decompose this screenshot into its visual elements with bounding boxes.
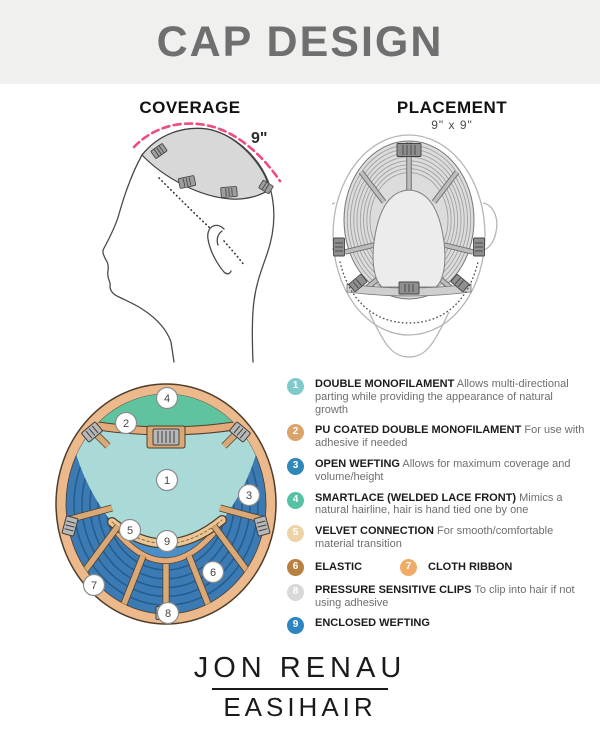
legend-badge-6: 6 <box>287 559 304 576</box>
svg-text:9: 9 <box>163 535 171 548</box>
legend-badge-5: 5 <box>287 525 304 542</box>
brand-line2: EASIHAIR <box>223 692 377 722</box>
legend-label-5: VELVET CONNECTION <box>315 525 434 538</box>
page-title: CAP DESIGN <box>156 17 444 66</box>
svg-text:3: 3 <box>245 489 253 502</box>
callout-5 <box>120 520 141 541</box>
placement-measurement: 9" x 9" <box>431 118 473 132</box>
legend-badge-8: 8 <box>287 584 304 601</box>
svg-text:5: 5 <box>126 524 134 537</box>
callout-3 <box>239 485 260 506</box>
callout-2 <box>116 413 137 434</box>
legend-label-6: ELASTIC <box>315 560 363 573</box>
legend-item-2 <box>287 424 589 450</box>
legend-badge-1: 1 <box>287 378 304 395</box>
legend-badge-4: 4 <box>287 492 304 509</box>
placement-figure <box>332 120 572 365</box>
callout-4 <box>157 388 178 409</box>
legend-item-9 <box>287 617 589 634</box>
callout-1 <box>157 470 178 491</box>
legend-desc-2: For use with adhesive if needed <box>315 424 585 450</box>
legend-label-8: PRESSURE SENSITIVE CLIPS <box>315 583 472 596</box>
brand-logo <box>0 652 600 723</box>
legend-badge-3: 3 <box>287 458 304 475</box>
brand-divider <box>212 688 388 690</box>
legend-item-1 <box>287 378 589 416</box>
svg-text:1: 1 <box>163 474 171 487</box>
placement-title: PLACEMENT <box>396 98 508 117</box>
legend <box>287 378 589 642</box>
cap-diagram <box>48 376 288 636</box>
legend-label-4: SMARTLACE (WELDED LACE FRONT) <box>315 491 517 504</box>
legend-item-3 <box>287 458 589 484</box>
callout-8 <box>158 603 179 624</box>
callout-9 <box>157 531 178 552</box>
legend-badge-2: 2 <box>287 424 304 441</box>
svg-text:8: 8 <box>164 607 172 620</box>
callout-6 <box>203 562 224 583</box>
legend-label-9: ENCLOSED WEFTING <box>315 617 430 630</box>
legend-desc-5: For smooth/comfortable material transition <box>315 525 554 550</box>
legend-label-1: DOUBLE MONOFILAMENT <box>315 378 455 390</box>
legend-item-7 <box>400 559 512 576</box>
svg-text:2: 2 <box>122 417 130 430</box>
legend-label-7: CLOTH RIBBON <box>428 560 513 573</box>
coverage-title: COVERAGE <box>139 98 241 117</box>
legend-item-4 <box>287 492 589 518</box>
legend-item-5 <box>287 525 589 551</box>
legend-item-6-7 <box>287 559 589 576</box>
callout-7 <box>84 575 105 596</box>
legend-desc-1: Allows multi-directional parting while providing the appearance of natural growth <box>315 378 569 416</box>
legend-label-2: PU COATED DOUBLE MONOFILAMENT <box>315 424 522 437</box>
legend-desc-8: To clip into hair if not using adhesive <box>315 583 575 609</box>
svg-text:6: 6 <box>209 566 217 579</box>
coverage-figure <box>75 118 305 363</box>
svg-text:4: 4 <box>163 392 171 405</box>
coverage-measurement-label: 9" <box>251 130 268 147</box>
legend-item-8 <box>287 584 589 610</box>
legend-item-6 <box>287 559 400 576</box>
legend-badge-9: 9 <box>287 617 304 634</box>
brand-line1: JON RENAU <box>193 652 407 684</box>
legend-desc-3: Allows for maximum coverage and volume/height <box>315 457 571 483</box>
header-banner <box>0 0 600 84</box>
svg-text:7: 7 <box>90 579 98 592</box>
legend-badge-7: 7 <box>400 559 417 576</box>
legend-label-3: OPEN WEFTING <box>315 457 400 470</box>
legend-desc-4: Mimics a natural hairline, hair is hand tied one by one <box>315 491 563 517</box>
